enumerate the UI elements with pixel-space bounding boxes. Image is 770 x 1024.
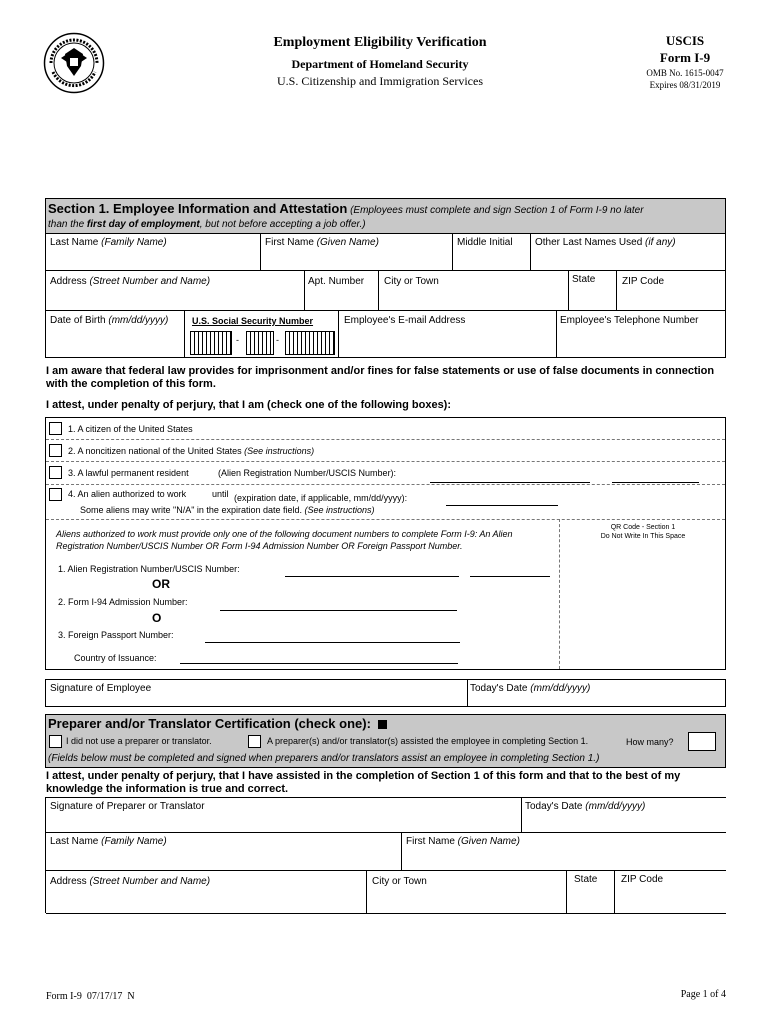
state-field[interactable]: State [572, 274, 596, 285]
footer-form-id: Form I-9 07/17/17 N [46, 991, 135, 1002]
ssn-label: U.S. Social Security Number [192, 316, 314, 326]
option3-checkbox[interactable] [49, 466, 62, 479]
email-field[interactable]: Employee's E-mail Address [344, 315, 466, 326]
address-field[interactable]: Address (Street Number and Name) [50, 276, 211, 287]
aware-statement: I am aware that federal law provides for imprisonment and/or fines for false statements or use of false documents in connection with the completion of this form. [46, 365, 715, 390]
no-preparer-label: I did not use a preparer or translator. [66, 736, 212, 746]
how-many-input[interactable] [688, 732, 716, 751]
section1-title: Section 1. Employee Information and Attestation [48, 201, 348, 216]
qr-code-note: Do Not Write In This Space [600, 533, 686, 540]
city-field[interactable]: City or Town [384, 276, 439, 287]
alien-number-input[interactable] [285, 576, 459, 577]
option3-alien-number-input-2[interactable] [612, 482, 699, 483]
preparer-state-field[interactable]: State [574, 874, 598, 885]
employee-signature-field[interactable]: Signature of Employee [50, 683, 152, 694]
form-number: Form I-9 [659, 50, 711, 65]
agency-name: U.S. Citizenship and Immigration Services [277, 74, 483, 88]
zip-field[interactable]: ZIP Code [622, 276, 665, 287]
country-label: Country of Issuance: [74, 653, 157, 663]
i94-input[interactable] [220, 610, 457, 611]
uscis-label: USCIS [665, 33, 705, 48]
option4-label: 4. An alien authorized to work [68, 489, 187, 499]
preparer-used-checkbox[interactable] [248, 735, 261, 748]
section1-note-b-bold: first day of employment [86, 219, 200, 230]
preparer-note: (Fields below must be completed and signed when preparers and/or translators assist an employee in completing Section 1.) [48, 753, 600, 764]
preparer-date-field[interactable]: Today's Date (mm/dd/yyyy) [525, 801, 646, 812]
section1-grid [45, 234, 726, 358]
dhs-seal [43, 32, 105, 94]
option2-checkbox[interactable] [49, 444, 62, 457]
no-preparer-checkbox[interactable] [49, 735, 62, 748]
qr-code-label: QR Code - Section 1 [610, 524, 676, 531]
help-icon[interactable] [378, 720, 387, 729]
or-separator-1: OR [152, 577, 170, 591]
option4-note: Some aliens may write "N/A" in the expiration date field. (See instructions) [80, 505, 375, 515]
section1-header [45, 198, 726, 234]
passport-label: 3. Foreign Passport Number: [58, 630, 174, 640]
apt-number-field[interactable]: Apt. Number [308, 276, 365, 287]
section1-note-a: (Employees must complete and sign Section 1 of Form I-9 no later [350, 205, 644, 216]
i94-label: 2. Form I-94 Admission Number: [58, 597, 188, 607]
option3-label: 3. A lawful permanent resident [68, 468, 189, 478]
ssn-input[interactable]: - - [190, 331, 335, 355]
option3-alien-number-input[interactable] [430, 482, 590, 483]
omb-number: OMB No. 1615-0047 [646, 68, 724, 78]
section1-note-b-pre: than the [48, 219, 87, 230]
how-many-label: How many? [626, 737, 674, 747]
preparer-last-name-field[interactable]: Last Name (Family Name) [50, 836, 167, 847]
first-name-field[interactable]: First Name (Given Name) [265, 237, 379, 248]
option4-checkbox[interactable] [49, 488, 62, 501]
section1-note-b-post: , but not before accepting a job offer.) [199, 219, 366, 230]
preparer-used-label: A preparer(s) and/or translator(s) assisted the employee in completing Section 1. [267, 736, 589, 746]
preparer-signature-field[interactable]: Signature of Preparer or Translator [50, 801, 205, 812]
option3-alien-label: (Alien Registration Number/USCIS Number): [218, 468, 397, 478]
or-separator-2: O [152, 611, 162, 625]
preparer-first-name-field[interactable]: First Name (Given Name) [406, 836, 520, 847]
preparer-attest: I attest, under penalty of perjury, that I have assisted in the completion of Section 1 of this form and that to the best of my knowledge the information is true and correct. [46, 770, 681, 795]
passport-input[interactable] [205, 642, 460, 643]
preparer-title: Preparer and/or Translator Certification (check one): [48, 716, 387, 731]
option4-expiration-input[interactable] [446, 505, 558, 506]
option1-checkbox[interactable] [49, 422, 62, 435]
aliens-intro: Aliens authorized to work must provide only one of the following document numbers to complete Form I-9: An Alien Registration Number/USCIS Number OR Form I-94 Admission Number OR Foreign Passport Number. [56, 529, 513, 551]
employee-date-field[interactable]: Today's Date (mm/dd/yyyy) [470, 683, 591, 694]
footer-page-number: Page 1 of 4 [680, 989, 726, 1000]
last-name-field[interactable]: Last Name (Family Name) [50, 237, 167, 248]
country-input[interactable] [180, 663, 458, 664]
preparer-zip-field[interactable]: ZIP Code [621, 874, 664, 885]
alien-number-input-2[interactable] [470, 576, 550, 577]
preparer-address-field[interactable]: Address (Street Number and Name) [50, 876, 211, 887]
department-name: Department of Homeland Security [291, 57, 469, 71]
preparer-city-field[interactable]: City or Town [372, 876, 427, 887]
other-names-field[interactable]: Other Last Names Used (if any) [535, 237, 676, 248]
middle-initial-field[interactable]: Middle Initial [457, 237, 513, 248]
option2-label: 2. A noncitizen national of the United States (See instructions) [68, 446, 315, 456]
option1-label: 1. A citizen of the United States [68, 424, 193, 434]
preparer-grid [45, 797, 726, 913]
option4-expiration-label: (expiration date, if applicable, mm/dd/yyyy): [234, 493, 408, 503]
attest-statement: I attest, under penalty of perjury, that I am (check one of the following boxes): [46, 399, 452, 411]
dob-field[interactable]: Date of Birth (mm/dd/yyyy) [50, 315, 169, 326]
phone-field[interactable]: Employee's Telephone Number [560, 315, 699, 326]
alien-number-label: 1. Alien Registration Number/USCIS Number: [58, 564, 240, 574]
option4-until: until [212, 489, 229, 499]
expiration: Expires 08/31/2019 [649, 80, 721, 90]
form-title: Employment Eligibility Verification [273, 35, 487, 50]
